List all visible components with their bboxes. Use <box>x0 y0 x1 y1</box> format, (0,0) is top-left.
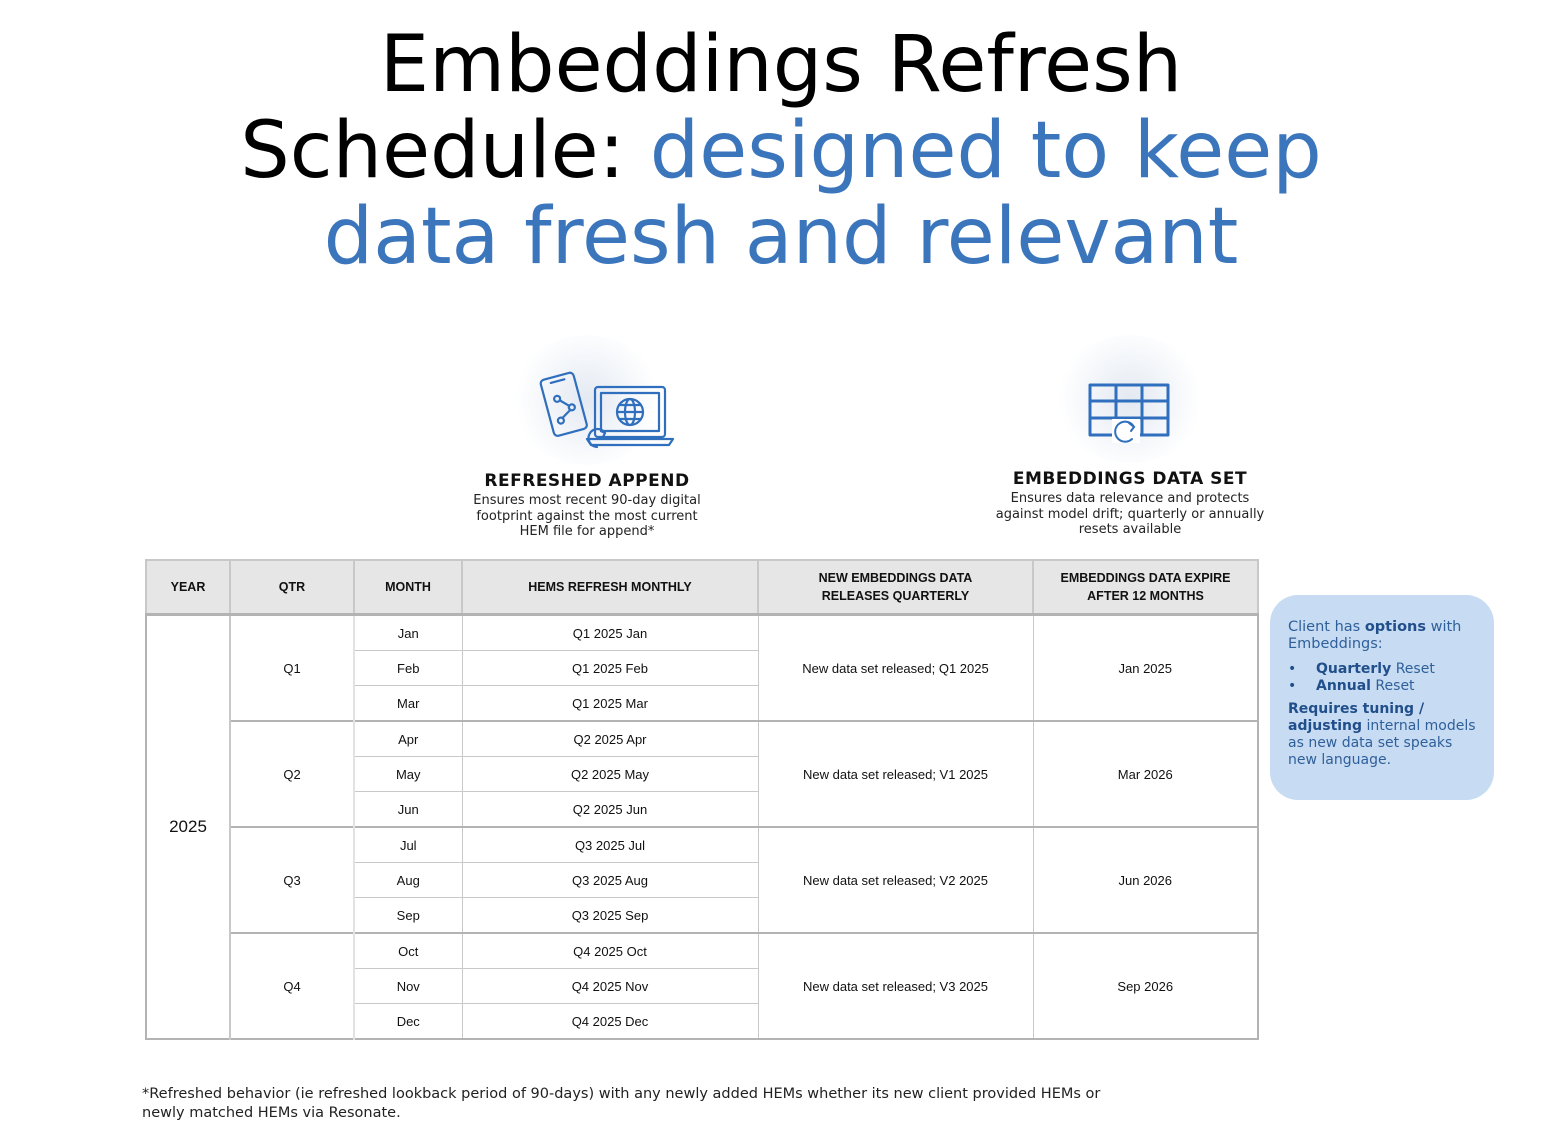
hems-cell: Q3 2025 Jul <box>462 827 758 863</box>
table-row <box>146 721 1258 757</box>
hems-cell: Q3 2025 Aug <box>462 863 758 898</box>
feature-description: Ensures data relevance and protects against model drift; quarterly or annually resets available <box>995 491 1265 537</box>
expire-cell: Sep 2026 <box>1033 933 1258 1039</box>
release-cell: New data set released; Q1 2025 <box>758 615 1033 722</box>
title-line-3: data fresh and relevant <box>323 192 1239 282</box>
month-cell: May <box>354 757 462 792</box>
page-title <box>0 22 1562 280</box>
callout-requirement: Requires tuning / adjusting internal models as new data set speaks new language. <box>1288 701 1476 768</box>
title-line-2: Schedule: designed to keep <box>240 106 1322 196</box>
callout-options-list <box>1288 661 1482 695</box>
header-data-expire: EMBEDDINGS DATA EXPIRE AFTER 12 MONTHS <box>1033 560 1258 615</box>
expire-cell: Mar 2026 <box>1033 721 1258 827</box>
expire-cell: Jun 2026 <box>1033 827 1258 933</box>
header-hems-refresh: HEMS REFRESH MONTHLY <box>462 560 758 615</box>
hems-cell: Q4 2025 Nov <box>462 969 758 1004</box>
header-year: YEAR <box>146 560 230 615</box>
feature-title: EMBEDDINGS DATA SET <box>1012 469 1248 489</box>
callout-intro: Client has options with Embeddings: <box>1288 619 1462 652</box>
hems-cell: Q1 2025 Feb <box>462 651 758 686</box>
year-cell: 2025 <box>146 615 230 1040</box>
month-cell: Dec <box>354 1004 462 1040</box>
list-item: • Annual Reset <box>1288 678 1482 695</box>
header-new-releases: NEW EMBEDDINGS DATA RELEASES QUARTERLY <box>758 560 1033 615</box>
feature-refreshed-append <box>462 335 712 540</box>
release-cell: New data set released; V1 2025 <box>758 721 1033 827</box>
refresh-schedule-table <box>145 559 1259 1040</box>
embeddings-options-callout <box>1270 595 1494 800</box>
qtr-cell: Q3 <box>230 827 354 933</box>
hems-cell: Q3 2025 Sep <box>462 898 758 934</box>
table-row <box>146 827 1258 863</box>
month-cell: Feb <box>354 651 462 686</box>
header-qtr: QTR <box>230 560 354 615</box>
hems-cell: Q2 2025 May <box>462 757 758 792</box>
month-cell: Oct <box>354 933 462 969</box>
month-cell: Mar <box>354 686 462 722</box>
feature-embeddings-data-set <box>990 335 1270 538</box>
header-month: MONTH <box>354 560 462 615</box>
list-item: • Quarterly Reset <box>1288 661 1482 678</box>
feature-description: Ensures most recent 90-day digital footprint against the most current HEM file for append* <box>473 493 701 539</box>
month-cell: Sep <box>354 898 462 934</box>
month-cell: Jul <box>354 827 462 863</box>
expire-cell: Jan 2025 <box>1033 615 1258 722</box>
hems-cell: Q1 2025 Mar <box>462 686 758 722</box>
title-line-1: Embeddings Refresh <box>379 20 1183 110</box>
month-cell: Apr <box>354 721 462 757</box>
table-row <box>146 933 1258 969</box>
hems-cell: Q1 2025 Jan <box>462 615 758 651</box>
release-cell: New data set released; V2 2025 <box>758 827 1033 933</box>
month-cell: Aug <box>354 863 462 898</box>
footnote: *Refreshed behavior (ie refreshed lookback period of 90-days) with any newly added HEMs whether its new client provided HEMs or newly matched HEMs via Resonate. <box>142 1086 1101 1121</box>
qtr-cell: Q4 <box>230 933 354 1039</box>
hems-cell: Q4 2025 Oct <box>462 933 758 969</box>
month-cell: Jun <box>354 792 462 828</box>
hems-cell: Q4 2025 Dec <box>462 1004 758 1040</box>
feature-title: REFRESHED APPEND <box>484 471 690 491</box>
month-cell: Jan <box>354 615 462 651</box>
table-row <box>146 615 1258 651</box>
month-cell: Nov <box>354 969 462 1004</box>
qtr-cell: Q1 <box>230 615 354 722</box>
table-header-row <box>146 560 1258 615</box>
hems-cell: Q2 2025 Apr <box>462 721 758 757</box>
hems-cell: Q2 2025 Jun <box>462 792 758 828</box>
grid-refresh-icon <box>1050 335 1210 463</box>
qtr-cell: Q2 <box>230 721 354 827</box>
devices-refresh-icon <box>497 335 677 465</box>
release-cell: New data set released; V3 2025 <box>758 933 1033 1039</box>
